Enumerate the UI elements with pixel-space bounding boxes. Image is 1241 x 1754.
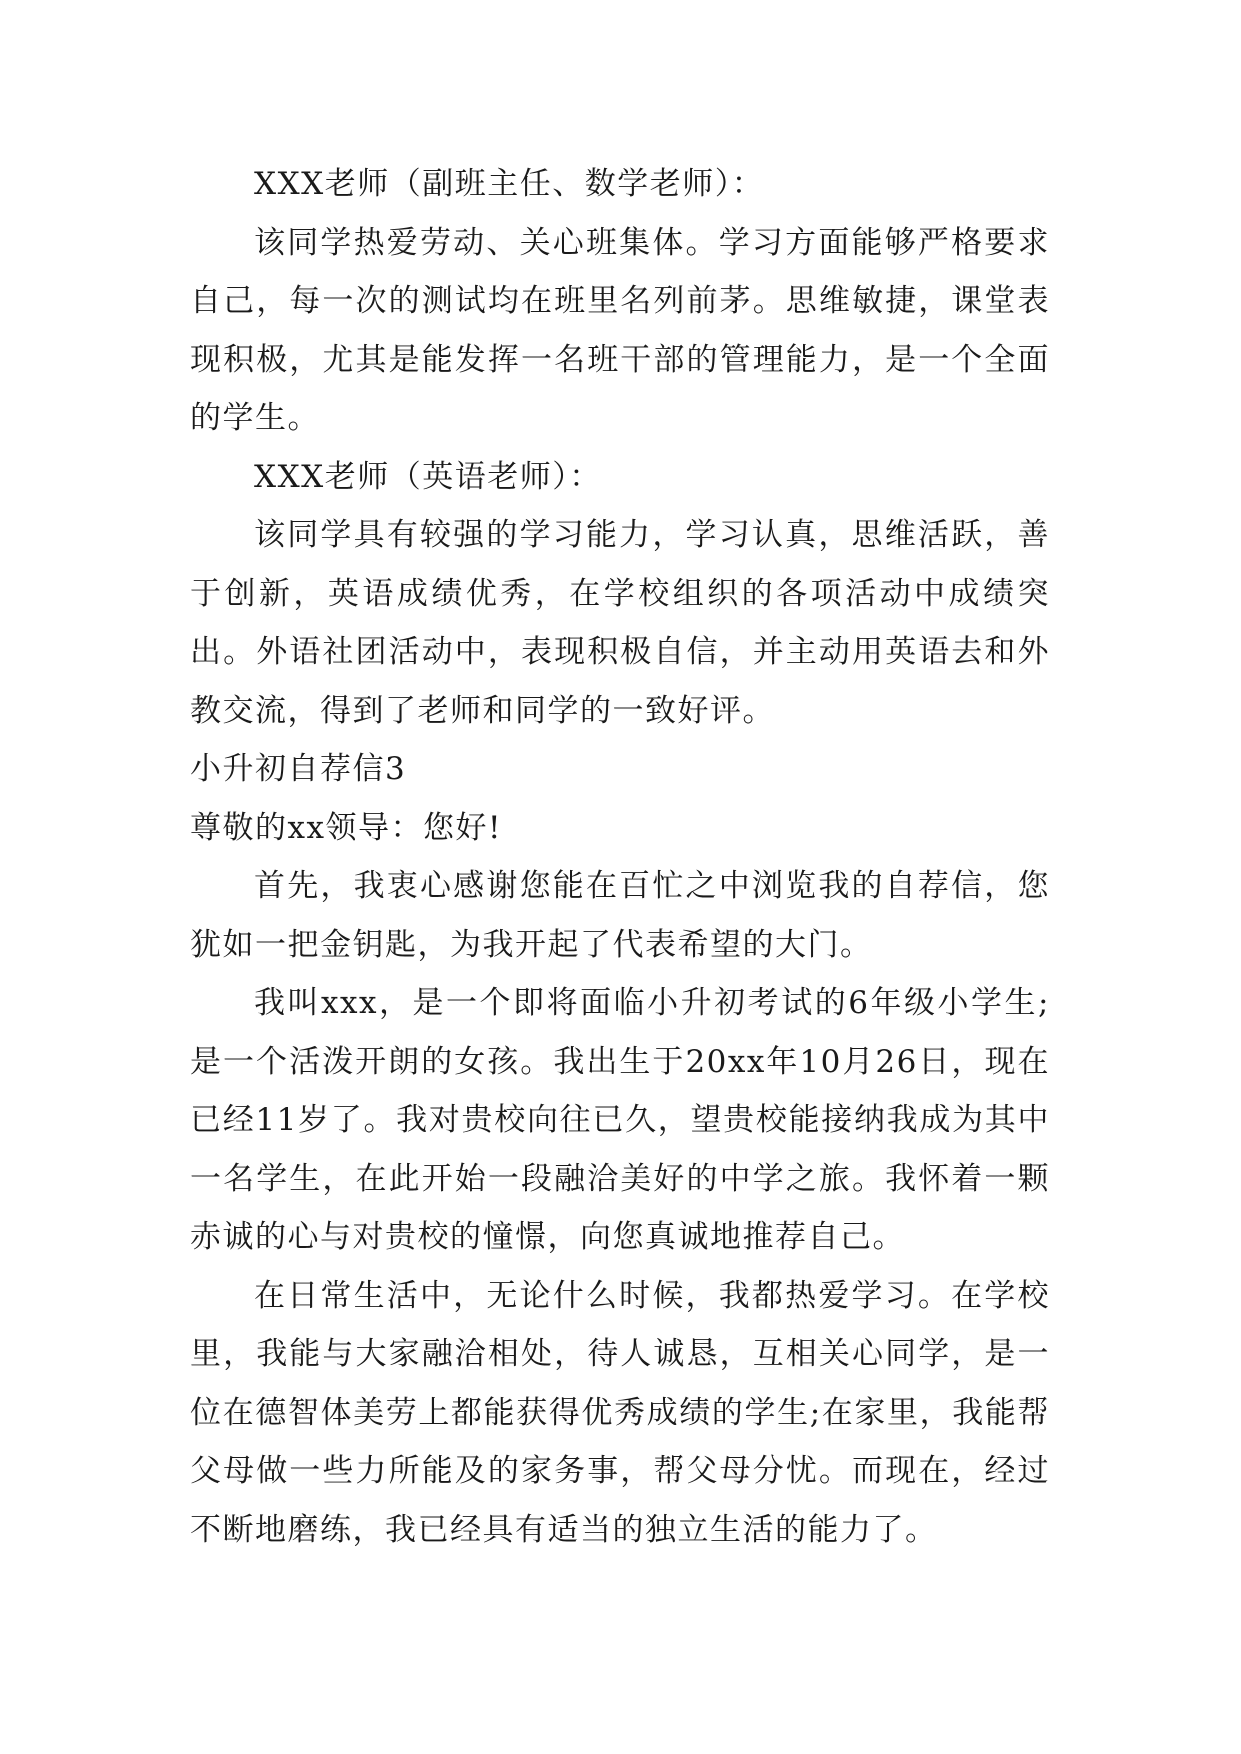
teacher-comment-math: 该同学热爱劳动、关心班集体。学习方面能够严格要求自己，每一次的测试均在班里名列前茅。思维敏捷，课堂表现积极，尤其是能发挥一名班干部的管理能力，是一个全面的学生。: [190, 224, 1050, 436]
letter-paragraph-daily-life: 在日常生活中，无论什么时候，我都热爱学习。在学校里，我能与大家融洽相处，待人诚恳，互相关心同学，是一位在德智体美劳上都能获得优秀成绩的学生;在家里，我能帮父母做一些力所能及的家务事，帮父母分忧。而现在，经过不断地磨练，我已经具有适当的独立生活的能力了。: [190, 1277, 1050, 1548]
letter-paragraph-intro: 我叫xxx，是一个即将面临小升初考试的6年级小学生;是一个活泼开朗的女孩。我出生于20xx年10月26日，现在已经11岁了。我对贵校向往已久，望贵校能接纳我成为其中一名学生，在此开始一段融洽美好的中学之旅。我怀着一颗赤诚的心与对贵校的憧憬，向您真诚地推荐自己。: [190, 985, 1050, 1255]
letter-salutation: 尊敬的xx领导：您好!: [190, 809, 502, 846]
document-body: [190, 155, 1050, 1559]
teacher-comment-english: 该同学具有较强的学习能力，学习认真，思维活跃，善于创新，英语成绩优秀，在学校组织的各项活动中成绩突出。外语社团活动中，表现积极自信，并主动用英语去和外教交流，得到了老师和同学的一致好评。: [190, 517, 1050, 729]
letter-title: 小升初自荐信3: [190, 751, 407, 787]
teacher-heading-math: XXX老师（副班主任、数学老师）：: [254, 166, 765, 202]
letter-paragraph-thanks: 首先，我衷心感谢您能在百忙之中浏览我的自荐信，您犹如一把金钥匙，为我开起了代表希望的大门。: [190, 868, 1050, 963]
teacher-heading-english: XXX老师（英语老师）：: [254, 458, 602, 495]
